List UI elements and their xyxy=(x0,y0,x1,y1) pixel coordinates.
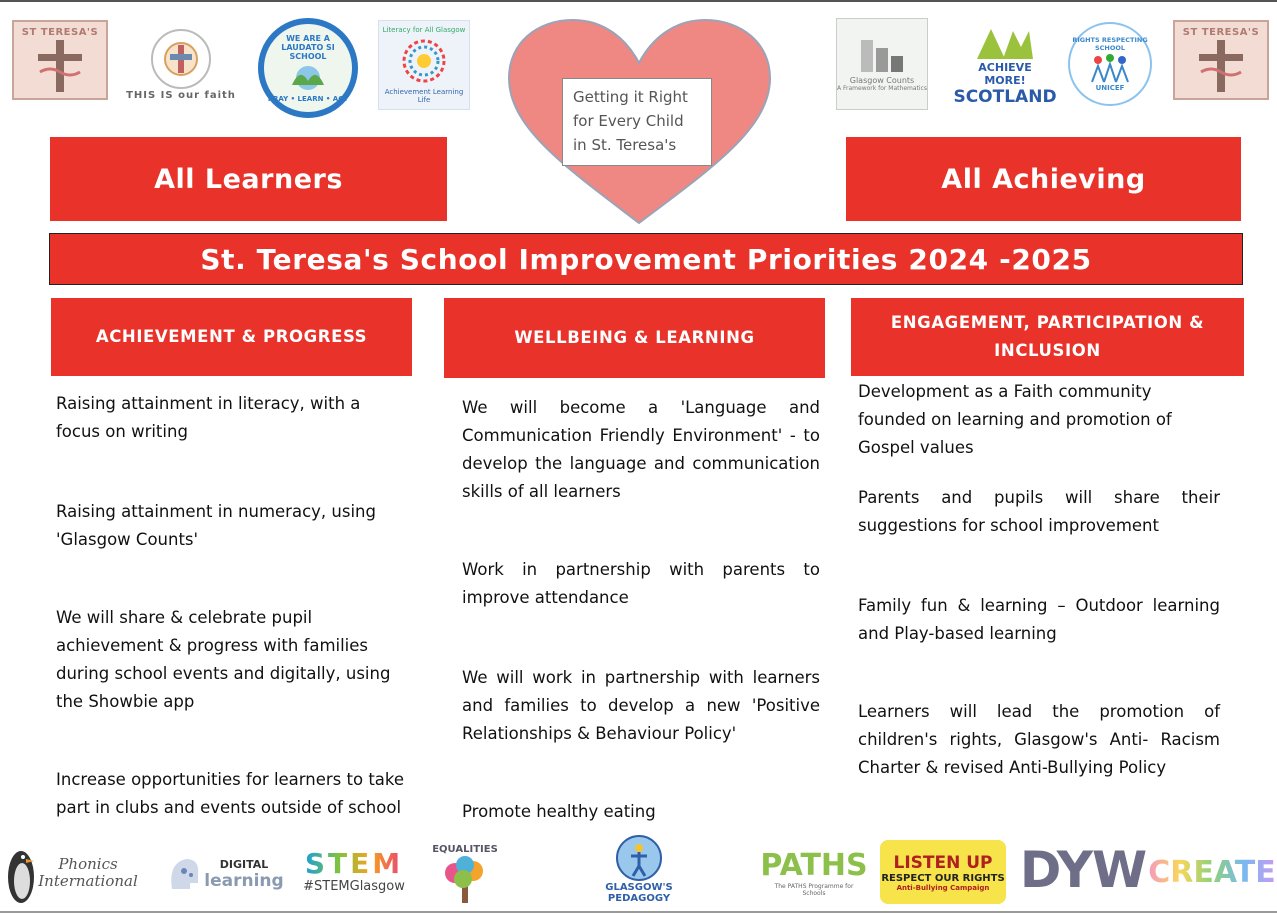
priority-item xyxy=(858,484,1220,540)
column-heading-text: ACHIEVEMENT & PROGRESS xyxy=(95,327,368,346)
equalities-logo xyxy=(416,840,514,908)
paths-subtitle: The PATHS Programme for Schools xyxy=(774,883,854,897)
laudato-si-school-logo xyxy=(258,18,358,118)
digital-learning-logo xyxy=(158,846,290,900)
priority-text: Raising attainment in numeracy, using 'Glasgow Counts' xyxy=(56,502,376,549)
all-achieving-banner xyxy=(846,137,1241,221)
literacy-text: Literacy for All Glasgow xyxy=(382,26,466,34)
priority-item xyxy=(56,390,386,446)
priority-item xyxy=(56,766,406,822)
all-achieving-text: All Achieving xyxy=(941,163,1146,195)
learning-text: learning xyxy=(204,871,284,891)
dyw-logo xyxy=(1019,840,1147,900)
glasgow-counts-text: Glasgow Counts xyxy=(849,76,915,85)
cross-icon xyxy=(30,38,90,94)
pedagogy-text-1: GLASGOW'S xyxy=(605,882,673,893)
counting-blocks-icon xyxy=(857,36,907,76)
equalities-text: EQUALITIES xyxy=(432,843,498,855)
page-title-bar xyxy=(49,233,1243,285)
leaf-globe-icon xyxy=(288,61,328,95)
achieve-more-scotland-logo xyxy=(953,20,1057,112)
respect-rights-text: RESPECT OUR RIGHTS xyxy=(881,872,1005,884)
priority-item xyxy=(462,664,820,748)
paths-text: PATHS xyxy=(760,848,868,883)
paths-programme-logo xyxy=(760,842,868,904)
anti-bullying-text: Anti-Bullying Campaign xyxy=(896,883,990,892)
ring-of-people-icon xyxy=(397,34,451,88)
column-heading-engagement xyxy=(851,298,1244,376)
stem-text: STEM xyxy=(304,846,404,880)
priority-item xyxy=(462,556,820,612)
heart-caption-box xyxy=(562,78,712,166)
priority-text: Work in partnership with parents to improve attendance xyxy=(462,560,820,607)
am-mountain-icon xyxy=(975,25,1035,61)
cross-icon xyxy=(1191,38,1251,94)
children-figures-icon xyxy=(1088,52,1132,84)
digital-text: DIGITAL xyxy=(219,858,269,871)
create-logo xyxy=(1148,840,1276,904)
globe-figure-icon xyxy=(609,834,669,882)
scotland-text: SCOTLAND xyxy=(953,87,1057,107)
penguin-icon xyxy=(4,841,38,905)
priority-text: We will work in partnership with learners and families to develop a new 'Positive Relationships & Behaviour Policy' xyxy=(462,668,820,743)
column-heading-achievement xyxy=(51,298,412,376)
phonics-international-logo xyxy=(8,838,138,908)
priority-item xyxy=(858,592,1220,648)
this-is-our-faith-logo xyxy=(126,18,236,110)
priority-text: Raising attainment in literacy, with a focus on writing xyxy=(56,394,361,441)
page-title: St. Teresa's School Improvement Priorities 2024 -2025 xyxy=(200,242,1092,276)
tree-icon xyxy=(435,855,495,905)
faith-caption: THIS IS our faith xyxy=(126,89,236,101)
international-text: International xyxy=(38,872,138,890)
phonics-text: Phonics xyxy=(58,855,118,873)
achieve-more-text: ACHIEVE MORE! xyxy=(978,61,1032,87)
faith-circle-icon xyxy=(138,28,224,90)
priority-text: Family fun & learning – Outdoor learning and Play-based learning xyxy=(858,596,1220,643)
priority-item xyxy=(56,604,406,716)
glasgow-counts-sub: A Framework for Mathematics xyxy=(837,85,927,92)
heart-caption: Getting it Right for Every Child in St. Teresa's xyxy=(573,88,688,154)
create-text: CREATE xyxy=(1148,854,1276,890)
priority-item xyxy=(462,394,820,506)
all-learners-text: All Learners xyxy=(154,163,343,195)
crest-text: ST TERESA'S xyxy=(1182,26,1260,38)
priority-text: We will become a 'Language and Communication Friendly Environment' - to develop the language and communication skills of all learners xyxy=(462,398,820,501)
laudato-motto: PRAY • LEARN • ACT xyxy=(267,94,349,103)
rights-respecting-school-logo xyxy=(1068,22,1152,106)
st-teresas-crest-logo-right xyxy=(1173,20,1269,100)
priority-item xyxy=(858,698,1220,782)
pedagogy-text-2: PEDAGOGY xyxy=(607,893,671,904)
priority-item xyxy=(858,378,1224,462)
head-profile-icon xyxy=(164,853,204,893)
literacy-for-all-logo xyxy=(378,20,470,110)
priority-text: We will share & celebrate pupil achievement & progress with families during school events and digitally, using the Showbie app xyxy=(56,608,391,711)
bottom-border xyxy=(0,911,1277,913)
priority-item xyxy=(56,498,386,554)
literacy-sub: Achievement Learning Life xyxy=(384,88,464,104)
unicef-text: UNICEF xyxy=(1095,84,1125,92)
stem-glasgow-logo xyxy=(303,838,405,904)
rights-text: RIGHTS RESPECTING SCHOOL xyxy=(1072,36,1148,52)
column-heading-text: WELLBEING & LEARNING xyxy=(514,328,755,347)
st-teresas-crest-logo-left xyxy=(12,20,108,100)
laudato-text: WE ARE A LAUDATO SI SCHOOL xyxy=(281,33,335,61)
top-border xyxy=(0,0,1277,2)
column-heading-wellbeing xyxy=(444,298,825,378)
priority-text: Learners will lead the promotion of children's rights, Glasgow's Anti- Racism Charter & revised Anti-Bullying Policy xyxy=(858,702,1220,777)
priority-item xyxy=(462,798,820,826)
priority-text: Parents and pupils will share their suggestions for school improvement xyxy=(858,488,1220,535)
dyw-text: DYW xyxy=(1019,841,1147,899)
listen-up-logo xyxy=(880,840,1006,904)
stem-hashtag: #STEMGlasgow xyxy=(303,878,405,894)
priority-text: Promote healthy eating xyxy=(462,802,656,821)
column-heading-text: ENGAGEMENT, PARTICIPATION & INCLUSION xyxy=(890,313,1205,360)
glasgow-counts-logo xyxy=(836,18,928,110)
all-learners-banner xyxy=(50,137,447,221)
glasgows-pedagogy-logo xyxy=(596,830,682,908)
crest-text: ST TERESA'S xyxy=(21,26,99,38)
priority-text: Increase opportunities for learners to take part in clubs and events outside of school xyxy=(56,770,405,817)
priority-text: Development as a Faith community founded on learning and promotion of Gospel values xyxy=(858,382,1172,457)
listen-up-text: LISTEN UP xyxy=(893,852,993,873)
